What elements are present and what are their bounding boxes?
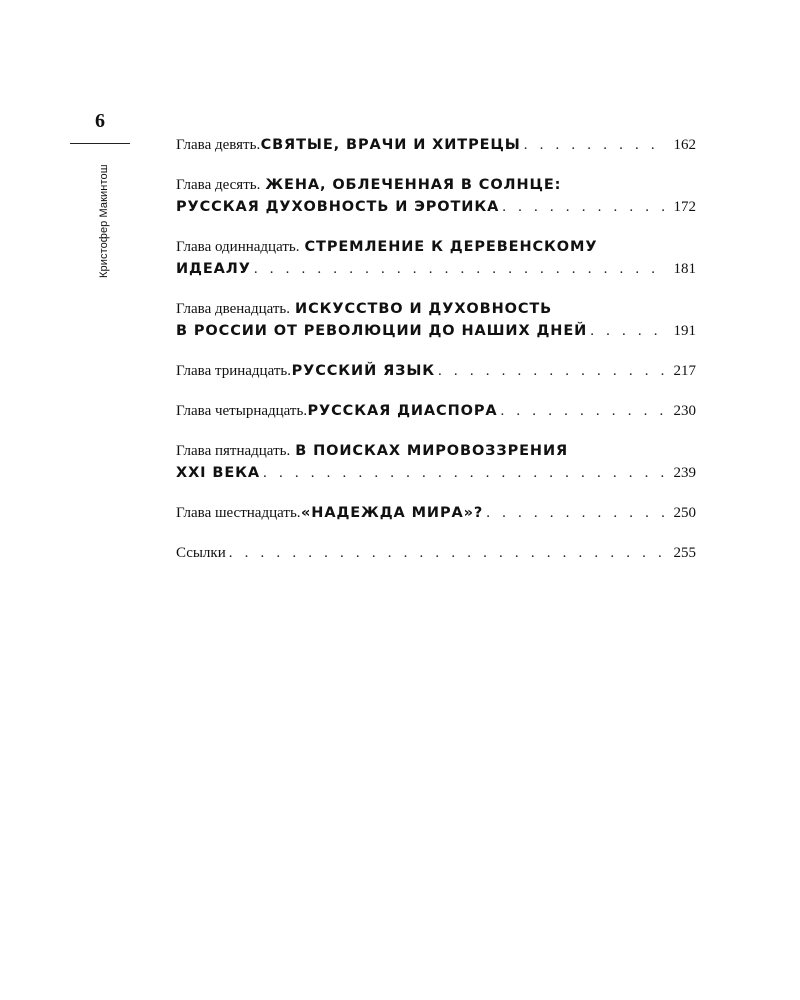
dot-leader: [254, 258, 667, 280]
dot-leader: [263, 462, 666, 484]
toc-entry-page: 250: [673, 505, 696, 521]
toc-entry-prefix: Глава четырнадцать.: [176, 403, 308, 419]
toc-entry-page: 181: [673, 261, 696, 277]
toc-entry-prefix: Глава тринадцать.: [176, 363, 292, 379]
dot-leader: [486, 502, 666, 524]
toc-entry-prefix: Глава двенадцать.: [176, 301, 291, 317]
dot-leader: [501, 400, 667, 422]
toc-entry-page: 239: [673, 465, 696, 481]
page-number: 6: [95, 110, 105, 132]
toc-entry-prefix: Глава девять.: [176, 137, 261, 153]
toc-entry-page: 230: [673, 403, 696, 419]
toc-entry-prefix: Ссылки: [176, 545, 226, 561]
toc-entry[interactable]: [176, 400, 696, 422]
toc-entry[interactable]: [176, 440, 696, 484]
toc-entry[interactable]: [176, 298, 696, 342]
toc-entry[interactable]: [176, 360, 696, 382]
toc-entry-page: 255: [673, 545, 696, 561]
toc-entry-title: «НАДЕЖДА МИРА»?: [301, 505, 484, 521]
toc-entry-title: СТРЕМЛЕНИЕ К ДЕРЕВЕНСКОМУ: [304, 239, 598, 255]
toc-entry-prefix: Глава десять.: [176, 177, 261, 193]
dot-leader: [438, 360, 666, 382]
dot-leader: [524, 134, 667, 156]
toc-entry-title-continued: XXI ВЕКА: [176, 465, 261, 481]
toc-entry-title: В ПОИСКАХ МИРОВОЗЗРЕНИЯ: [295, 443, 569, 459]
running-head: Кристофер Макинтош: [98, 164, 110, 278]
toc-entry-title: ЖЕНА, ОБЛЕЧЕННАЯ В СОЛНЦЕ:: [265, 177, 562, 193]
header-rule: [70, 143, 130, 144]
toc-entry[interactable]: [176, 502, 696, 524]
toc-entry-title-continued: РУССКАЯ ДУХОВНОСТЬ И ЭРОТИКА: [176, 199, 500, 215]
toc-entry[interactable]: [176, 236, 696, 280]
toc-entry-title: ИСКУССТВО И ДУХОВНОСТЬ: [295, 301, 553, 317]
dot-leader: [502, 196, 666, 218]
toc-entry-title: РУССКАЯ ДИАСПОРА: [307, 403, 498, 419]
toc-entry-page: 162: [673, 137, 696, 153]
toc-entry-title-continued: ИДЕАЛУ: [176, 261, 251, 277]
toc-entry[interactable]: [176, 542, 696, 564]
dot-leader: [590, 320, 666, 342]
toc-entry[interactable]: [176, 174, 696, 218]
toc-entry-prefix: Глава одиннадцать.: [176, 239, 300, 255]
toc-entry-page: 172: [673, 199, 696, 215]
toc-entry-prefix: Глава шестнадцать.: [176, 505, 301, 521]
toc-entry[interactable]: [176, 134, 696, 156]
dot-leader: [229, 542, 667, 564]
toc-entry-title-continued: В РОССИИ ОТ РЕВОЛЮЦИИ ДО НАШИХ ДНЕЙ: [176, 323, 588, 339]
toc-entry-prefix: Глава пятнадцать.: [176, 443, 291, 459]
toc-entry-title: СВЯТЫЕ, ВРАЧИ И ХИТРЕЦЫ: [260, 137, 521, 153]
toc-entry-title: РУССКИЙ ЯЗЫК: [291, 363, 436, 379]
toc-entry-page: 191: [673, 323, 696, 339]
toc-entry-page: 217: [673, 363, 696, 379]
table-of-contents: [176, 134, 696, 582]
